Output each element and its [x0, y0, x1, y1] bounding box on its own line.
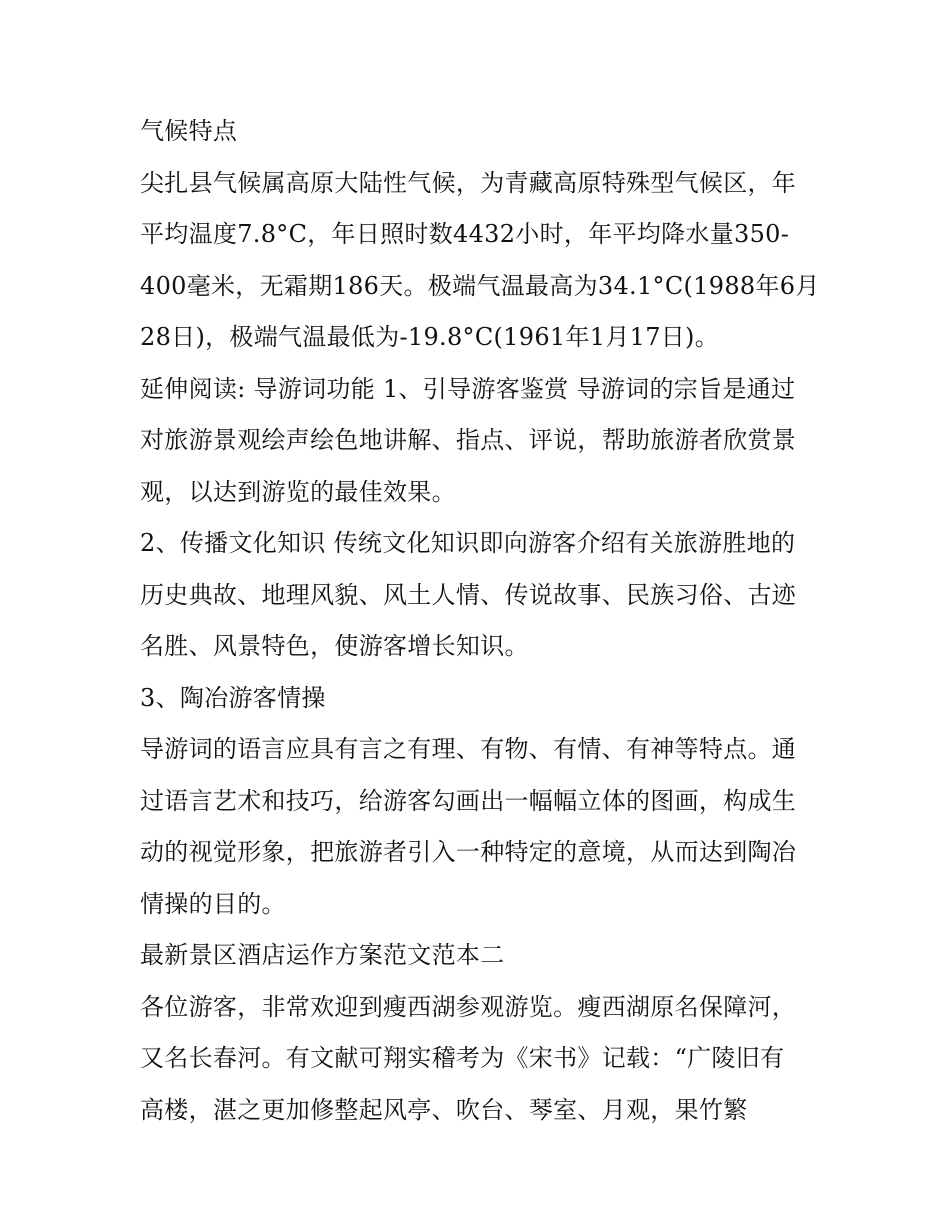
section-heading-cultivate: 3、陶冶游客情操	[140, 683, 326, 712]
text-line: 28日)，极端气温最低为-19.8°C(1961年1月17日)。	[140, 323, 720, 351]
text-line: 导游词的语言应具有言之有理、有物、有情、有神等特点。通	[140, 735, 797, 763]
text-line: 情操的目的。	[140, 889, 286, 918]
text-line: 对旅游景观绘声绘色地讲解、指点、评说，帮助旅游者欣赏景	[140, 426, 797, 454]
section-heading-plan: 最新景区酒店运作方案范文范本二	[140, 941, 505, 969]
section-heading-climate: 气候特点	[140, 117, 238, 145]
text-line: 过语言艺术和技巧，给游客勾画出一幅幅立体的图画，构成生	[140, 786, 797, 815]
text-line: 历史典故、地理风貌、风土人情、传说故事、民族习俗、古迹	[140, 580, 797, 609]
text-line: 各位游客，非常欢迎到瘦西湖参观游览。瘦西湖原名保障河，	[140, 992, 797, 1021]
text-line: 又名长春河。有文献可翔实稽考为《宋书》记载：“广陵旧有	[140, 1044, 785, 1072]
text-line: 动的视觉形象，把旅游者引入一种特定的意境，从而达到陶冶	[140, 838, 797, 866]
text-line: 高楼，湛之更加修整起风亭、吹台、琴室、月观，果竹繁	[140, 1095, 748, 1124]
text-line: 尖扎县气候属高原大陆性气候，为青藏高原特殊型气候区，年	[140, 168, 797, 197]
document-page	[140, 106, 820, 1136]
text-line: 观，以达到游览的最佳效果。	[140, 477, 456, 506]
text-line: 名胜、风景特色，使游客增长知识。	[140, 632, 529, 660]
text-line: 2、传播文化知识 传统文化知识即向游客介绍有关旅游胜地的	[140, 529, 796, 557]
text-line: 延伸阅读: 导游词功能 1、引导游客鉴赏 导游词的宗旨是通过	[140, 374, 796, 403]
text-line: 平均温度7.8°C，年日照时数4432小时，年平均降水量350-	[140, 220, 790, 248]
text-line: 400毫米，无霜期186天。极端气温最高为34.1°C(1988年6月	[140, 271, 820, 300]
